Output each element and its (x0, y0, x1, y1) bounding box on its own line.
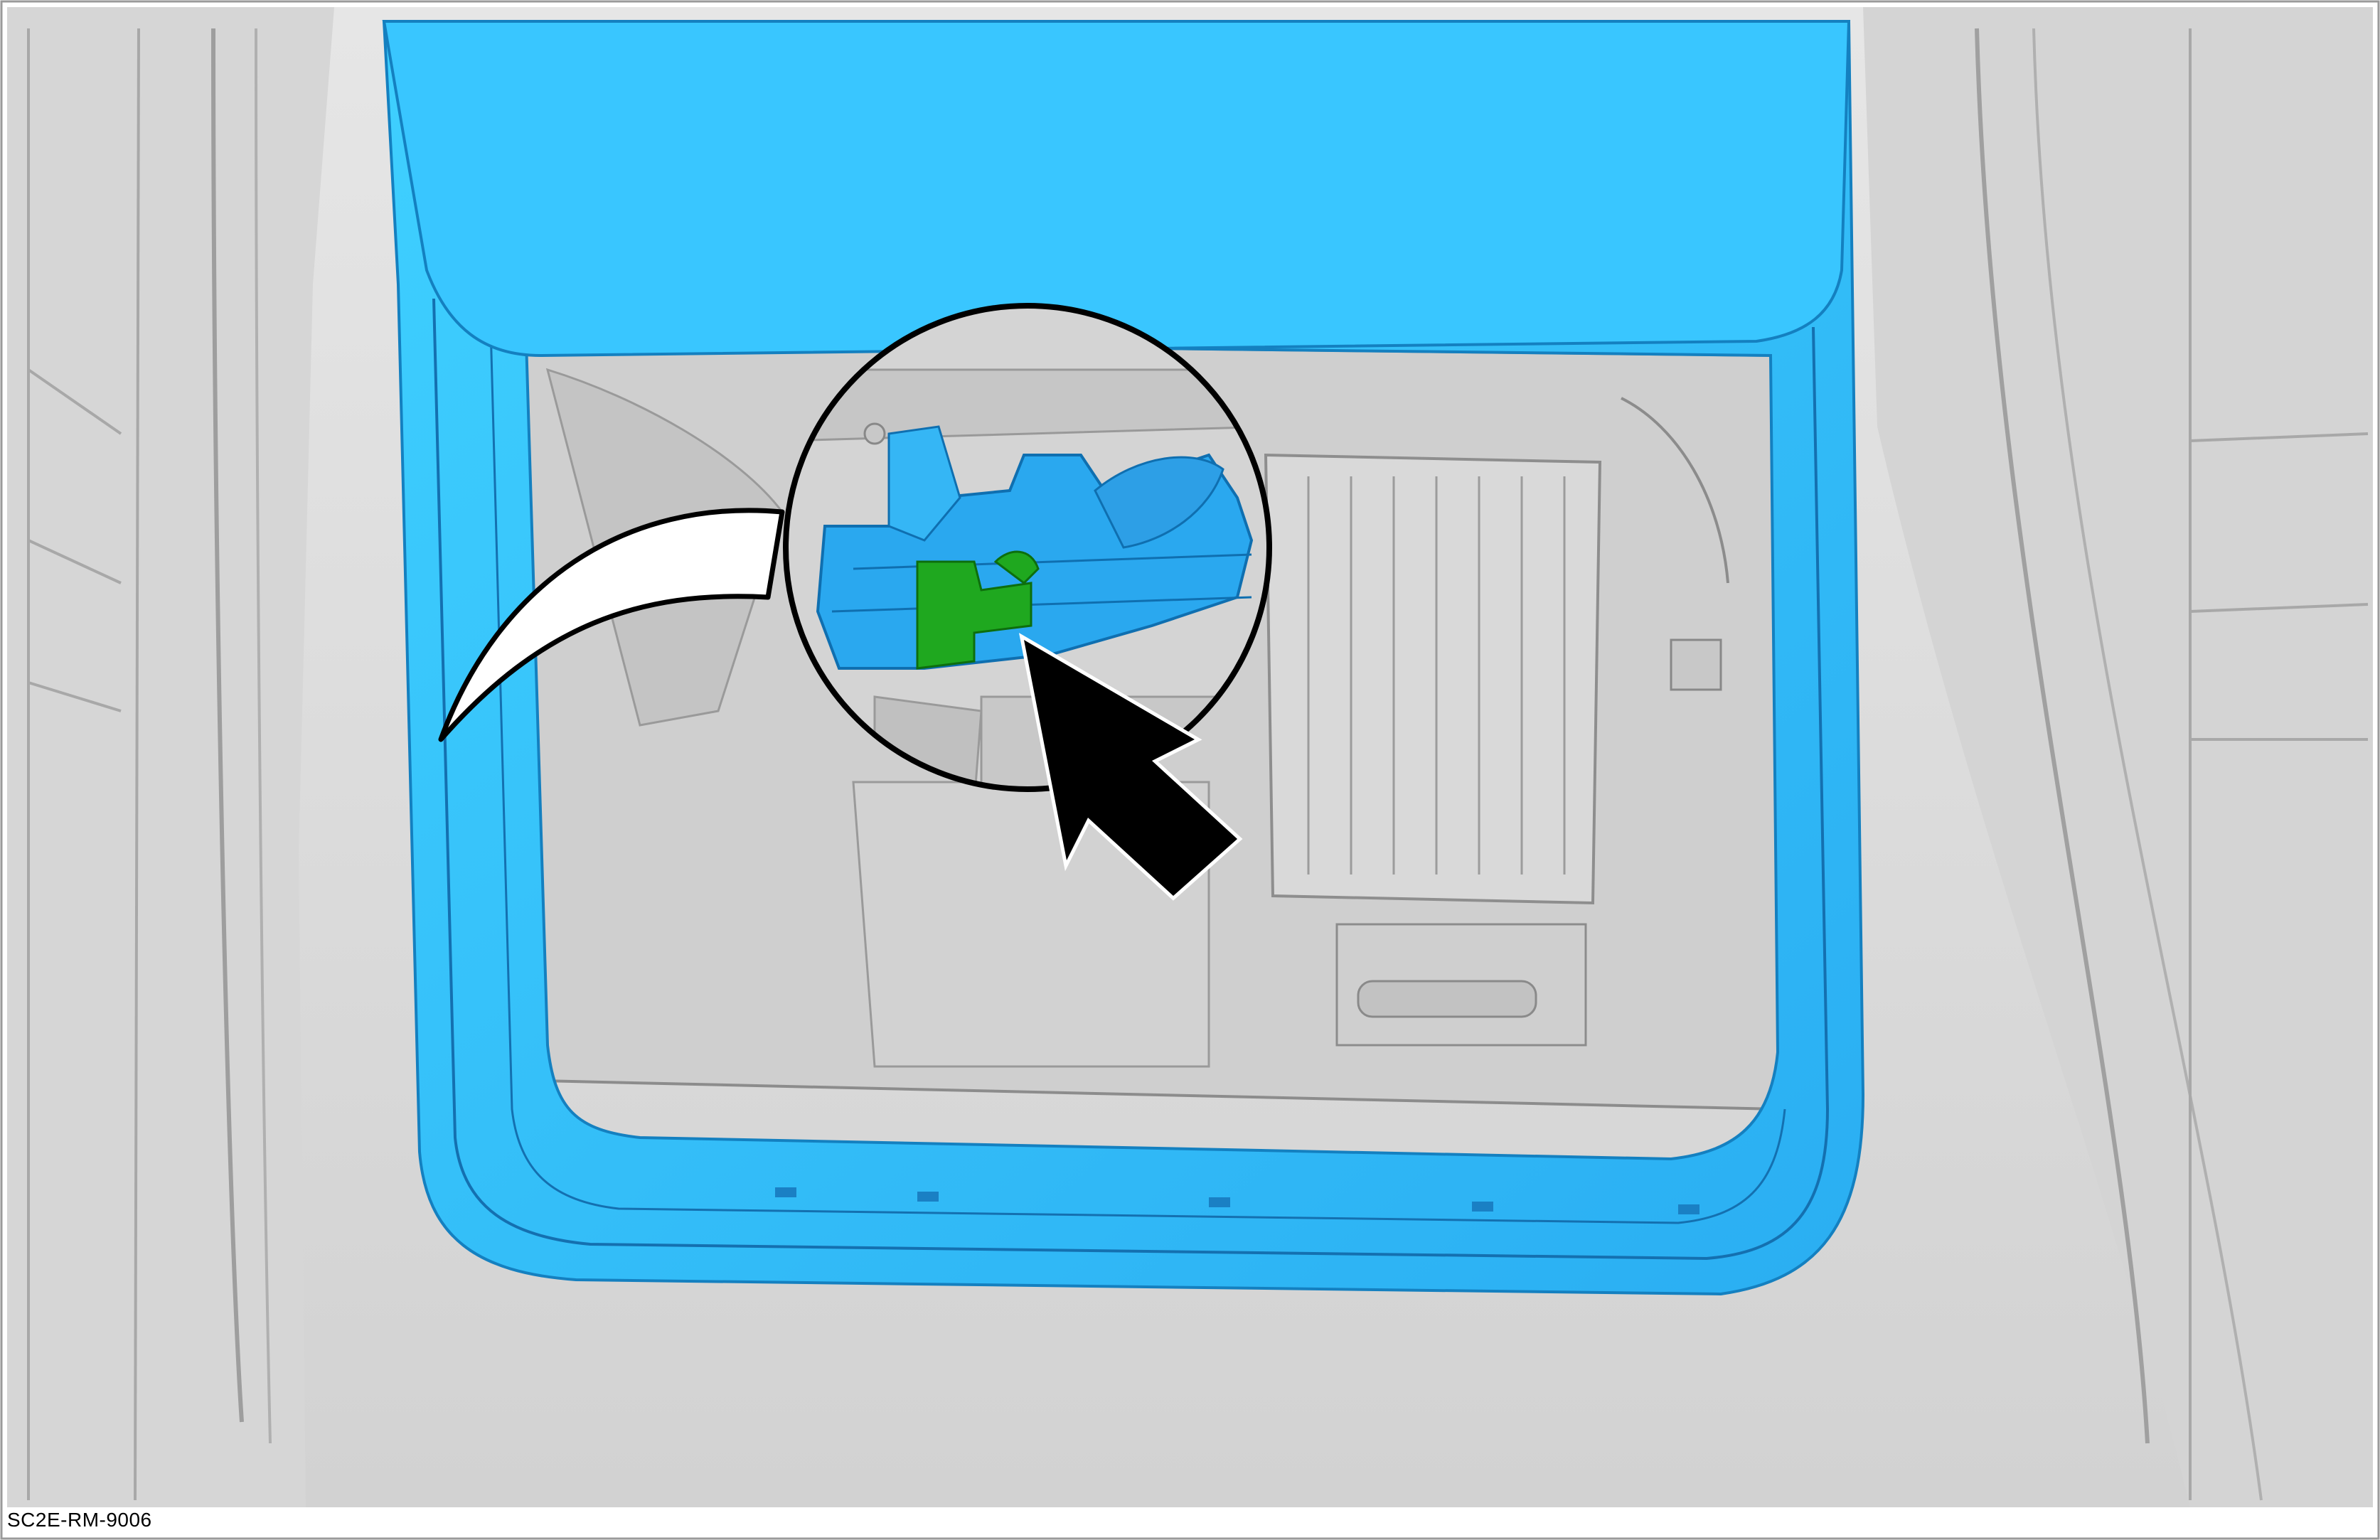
sunroof-glass-panel (384, 21, 1849, 355)
cup-holder-slot (1358, 981, 1536, 1017)
belt-buckle (1671, 640, 1721, 690)
left-side-structure (7, 7, 334, 1507)
rear-seat-cushion (1266, 455, 1600, 903)
figure-id-label: SC2E-RM-9006 (7, 1509, 152, 1531)
